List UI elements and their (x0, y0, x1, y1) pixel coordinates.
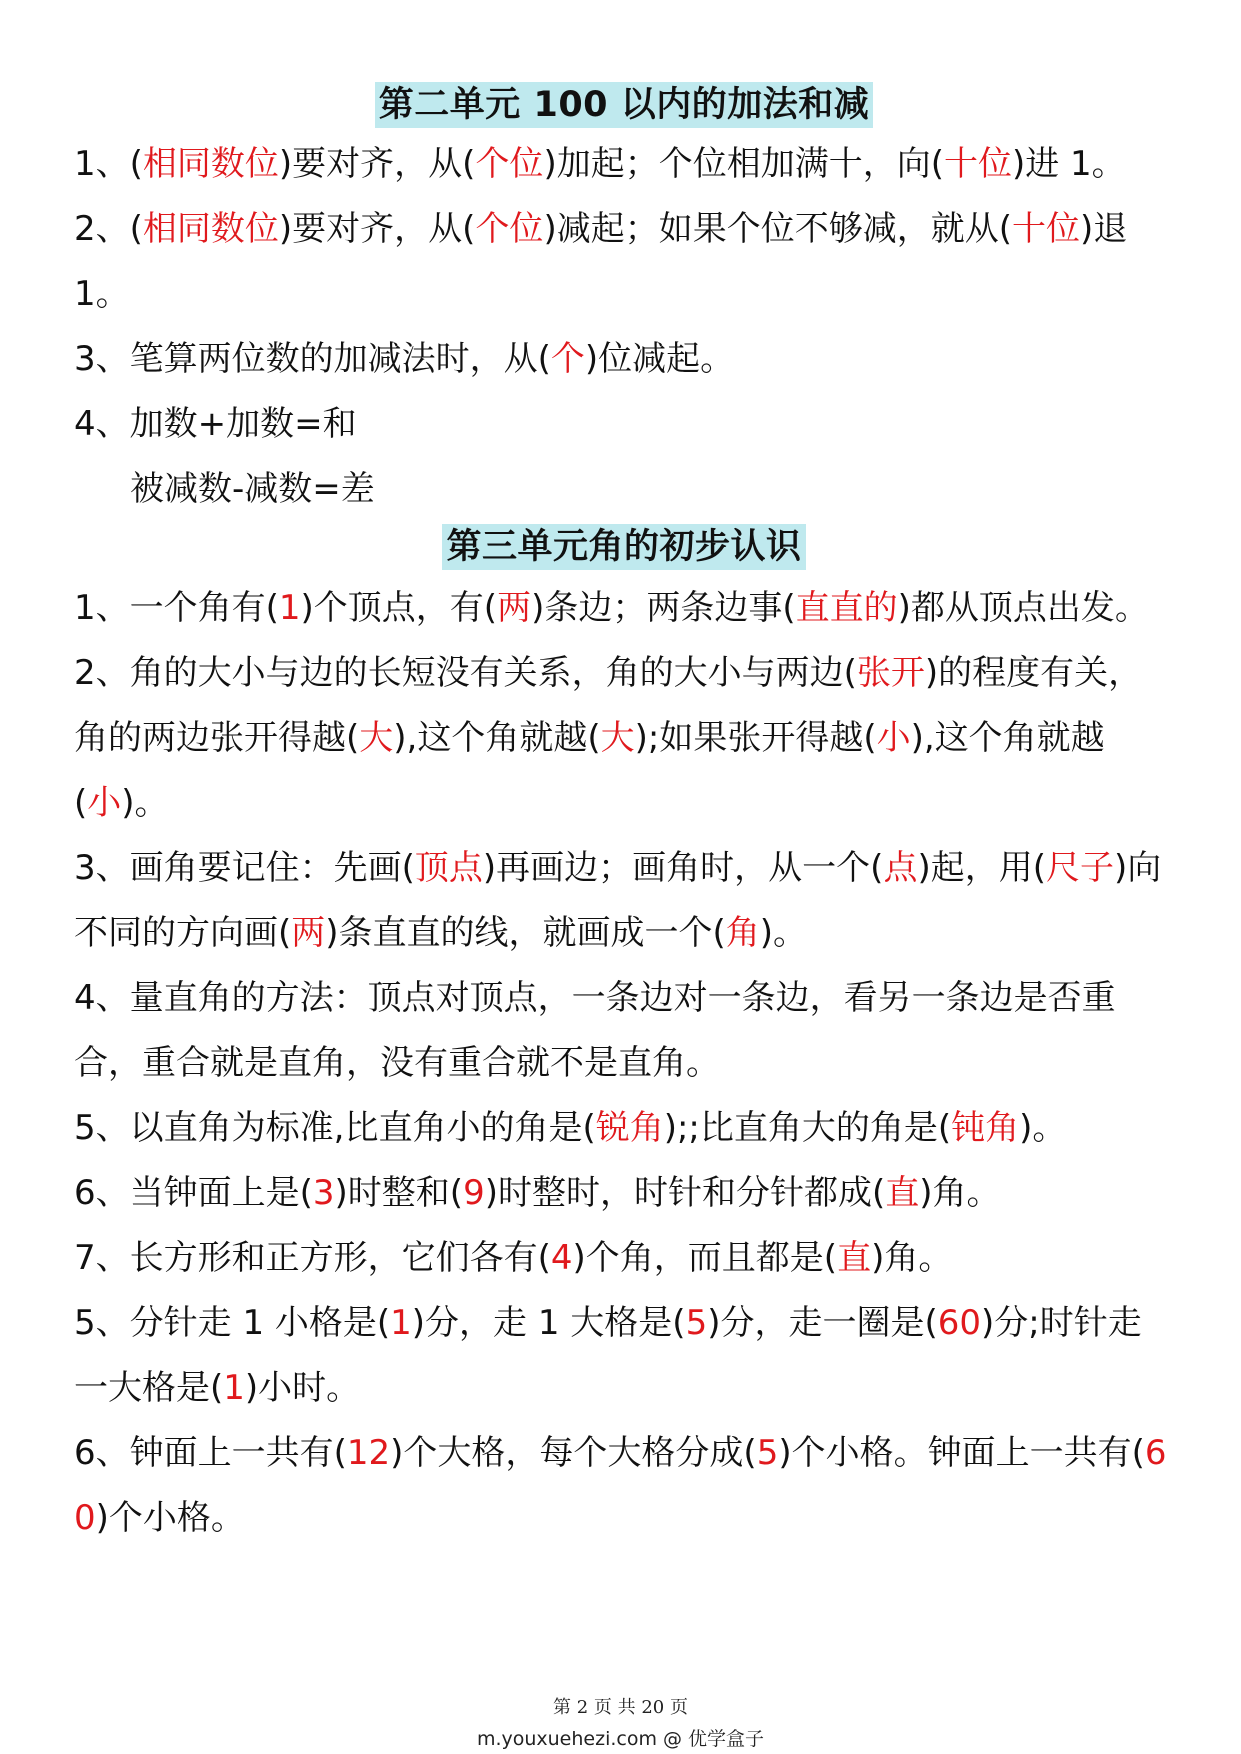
answer-text: 1 (390, 1303, 412, 1343)
answer-text: 大 (359, 718, 394, 758)
item-text: ),这个角就越( (74, 718, 1105, 823)
item-text: 4、量直角的方法：顶点对顶点，一条边对一条边，看另一条边是否重合，重合就是直角，没有重合就不是直角。 (74, 978, 1116, 1083)
item-text: )时整时，时针和分针都成( (484, 1173, 886, 1213)
answer-text: 十位 (943, 144, 1012, 184)
item-text: )条直直的线，就画成一个( (325, 913, 726, 953)
answer-text: 张开 (856, 653, 925, 693)
list-item (74, 1291, 1174, 1421)
item-text: )。 (759, 913, 808, 953)
list-item (74, 641, 1174, 836)
item-text: )加起；个位相加满十，向( (543, 144, 944, 184)
item-text: )起，用( (917, 848, 1046, 888)
list-item (74, 327, 1174, 392)
answer-text: 直 (837, 1238, 872, 1278)
list-item (74, 836, 1174, 966)
list-item (74, 1096, 1174, 1161)
answer-text: 12 (346, 1433, 391, 1473)
item-text: )位减起。 (584, 339, 735, 379)
answer-text: 5 (756, 1433, 779, 1473)
item-text: )个小格。钟面上一共有( (778, 1433, 1145, 1473)
answer-text: 1 (278, 588, 301, 628)
item-text: 2、( (74, 209, 143, 249)
item-text: )的程度有关，角的两边张开得越( (74, 653, 1143, 758)
item-text: )退 1。 (74, 209, 1128, 314)
section3-title: 第三单元角的初步认识 (442, 524, 805, 570)
answer-text: 钝角 (951, 1108, 1020, 1148)
item-text: 6、当钟面上是( (74, 1173, 313, 1213)
answer-text: 60 (74, 1433, 1167, 1538)
answer-text: 3 (312, 1173, 335, 1213)
item-text: )时整和( (334, 1173, 464, 1213)
section2-indent-line: 被减数-减数=差 (130, 469, 375, 509)
list-item (74, 966, 1174, 1096)
answer-text: 个 (550, 339, 585, 379)
item-text: )个顶点，有( (300, 588, 498, 628)
list-item (74, 392, 1174, 457)
item-text: )分，走一圈是( (707, 1303, 938, 1343)
item-text: )再画边；画角时，从一个( (482, 848, 884, 888)
answer-text: 5 (685, 1303, 708, 1343)
list-item (74, 1226, 1174, 1291)
item-text: )个小格。 (95, 1498, 245, 1538)
item-text: );;比直角大的角是( (663, 1108, 952, 1148)
content (74, 80, 1174, 1551)
item-text: 2、角的大小与边的长短没有关系，角的大小与两边( (74, 653, 857, 693)
list-item (74, 576, 1174, 641)
list-item (74, 1421, 1174, 1551)
answer-text: 两 (497, 588, 532, 628)
item-text: 3、笔算两位数的加减法时，从( (74, 339, 551, 379)
item-text: 4、加数+加数=和 (74, 404, 357, 444)
answer-text: 相同数位 (142, 209, 279, 249)
answer-text: 1 (223, 1368, 245, 1408)
item-text: 3、画角要记住：先画( (74, 848, 415, 888)
item-text: )条边；两条边事( (531, 588, 796, 628)
answer-text: 小 (876, 718, 911, 758)
answer-text: 直 (885, 1173, 920, 1213)
answer-text: 9 (463, 1173, 485, 1213)
item-text: )角。 (919, 1173, 1001, 1213)
item-text: 5、以直角为标准,比直角小的角是( (74, 1108, 596, 1148)
list-item (74, 1161, 1174, 1226)
answer-text: 4 (550, 1238, 573, 1278)
item-text: );如果张开得越( (634, 718, 877, 758)
item-text: )都从顶点出发。 (897, 588, 1149, 628)
section3-heading-wrap (74, 524, 1174, 570)
answer-text: 点 (883, 848, 918, 888)
answer-text: 尺子 (1045, 848, 1114, 888)
item-text: )个角，而且都是( (572, 1238, 838, 1278)
answer-text: 直直的 (795, 588, 898, 628)
item-text: )。 (121, 783, 169, 823)
item-text: ),这个角就越( (393, 718, 601, 758)
answer-text: 小 (87, 783, 122, 823)
answer-text: 个位 (475, 209, 544, 249)
section3-list (74, 576, 1174, 1551)
item-text: 6、钟面上一共有( (74, 1433, 347, 1473)
item-text: )小时。 (244, 1368, 361, 1408)
answer-text: 角 (725, 913, 760, 953)
answer-text: 顶点 (414, 848, 483, 888)
item-text: 1、( (74, 144, 143, 184)
item-text: )要对齐，从( (278, 144, 476, 184)
list-item (74, 197, 1174, 327)
item-text: )分;时针走一大格是( (74, 1303, 1142, 1408)
answer-text: 相同数位 (142, 144, 279, 184)
site-footer: m.youxuehezi.com @ 优学盒子 (476, 1728, 765, 1750)
item-text: 7、长方形和正方形，它们各有( (74, 1238, 551, 1278)
section2-list (74, 132, 1174, 457)
item-text: )角。 (871, 1238, 953, 1278)
item-text: )减起；如果个位不够减，就从( (543, 209, 1012, 249)
list-item (74, 132, 1174, 197)
item-text: )。 (1019, 1108, 1067, 1148)
answer-text: 两 (291, 913, 326, 953)
item-text: )要对齐，从( (278, 209, 476, 249)
item-text: )分，走 1 大格是( (411, 1303, 686, 1343)
section2-title: 第二单元 100 以内的加法和减 (375, 82, 873, 128)
item-text: 5、分针走 1 小格是( (74, 1303, 391, 1343)
item-text: )个大格，每个大格分成( (390, 1433, 757, 1473)
answer-text: 锐角 (595, 1108, 664, 1148)
answer-text: 大 (600, 718, 635, 758)
answer-text: 个位 (475, 144, 544, 184)
answer-text: 60 (937, 1303, 982, 1343)
item-text: )进 1。 (1011, 144, 1126, 184)
item-text: 1、一个角有( (74, 588, 279, 628)
page-number: 第 2 页 共 20 页 (553, 1697, 688, 1718)
answer-text: 十位 (1011, 209, 1080, 249)
item-text: )向不同的方向画( (74, 848, 1162, 953)
section2-heading-wrap (74, 82, 1174, 128)
